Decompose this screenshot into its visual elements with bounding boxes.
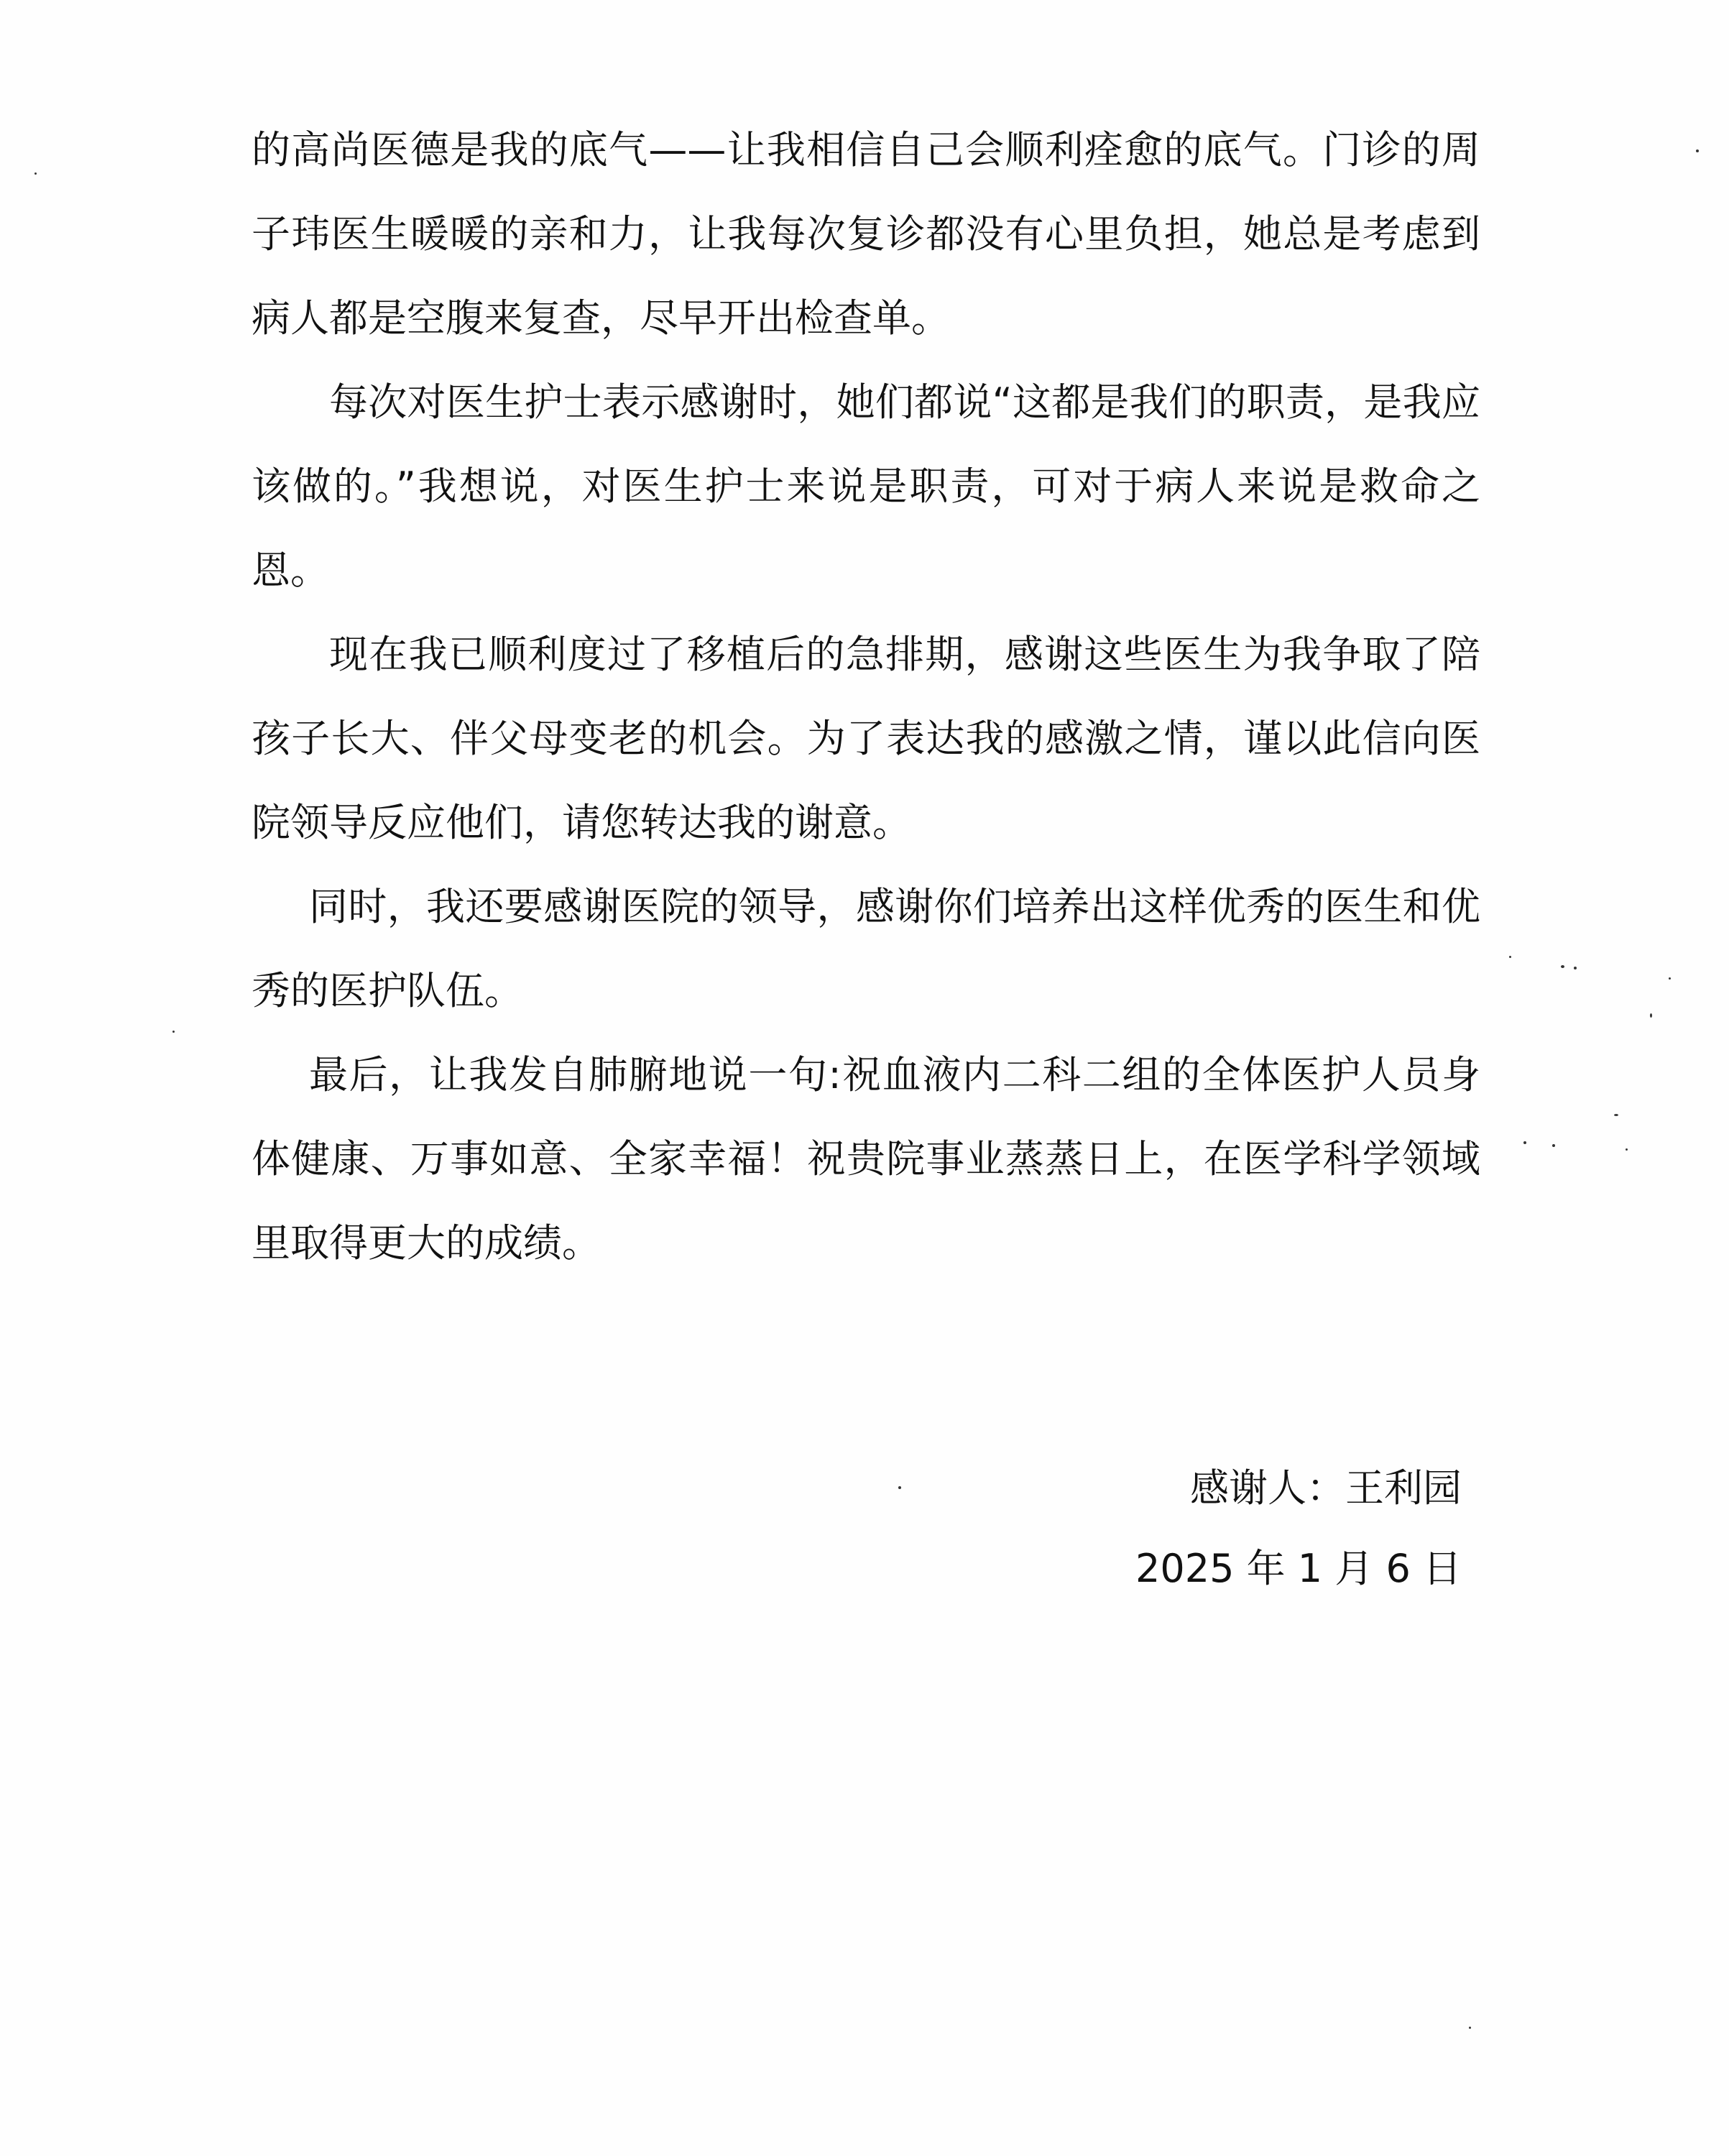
scan-speck <box>1669 977 1671 980</box>
scan-speck <box>1626 1148 1628 1151</box>
scan-speck <box>1574 967 1577 969</box>
scan-speck <box>1509 956 1511 958</box>
letter-date: 2025 年 1 月 6 日 <box>1135 1546 1462 1591</box>
scan-speck <box>898 1486 901 1489</box>
signature-block <box>1135 1448 1462 1609</box>
scan-speck <box>1552 1144 1555 1147</box>
paragraph-continuation: 的高尚医德是我的底气——让我相信自己会顺利痊愈的底气。门诊的周子玮医生暖暖的亲和力，让我每次复诊都没有心里负担，她总是考虑到病人都是空腹来复查，尽早开出检查单。 <box>252 127 1480 341</box>
paragraph-hospital-leaders: 同时，我还要感谢医院的领导，感谢你们培养出这样优秀的医生和优秀的医护队伍。 <box>252 884 1480 1013</box>
scan-speck <box>1523 1141 1526 1144</box>
paragraph-thanks-duty: 每次对医生护士表示感谢时，她们都说“这都是我们的职责，是我应该做的。”我想说，对医生护士来说是职责，可对于病人来说是救命之恩。 <box>252 379 1480 593</box>
scan-speck <box>1469 2027 1471 2029</box>
scan-speck <box>1696 149 1699 152</box>
scan-speck <box>172 1031 175 1033</box>
thanker-name: 感谢人：王利园 <box>1190 1465 1462 1511</box>
scan-speck <box>1650 1013 1652 1018</box>
letter-body <box>252 108 1480 1285</box>
scan-speck <box>34 172 37 175</box>
scan-speck <box>1614 1114 1618 1116</box>
paragraph-recovery: 现在我已顺利度过了移植后的急排期，感谢这些医生为我争取了陪孩子长大、伴父母变老的机会。为了表达我的感激之情，谨以此信向医院领导反应他们，请您转达我的谢意。 <box>252 632 1480 845</box>
paragraph-closing-wishes: 最后，让我发自肺腑地说一句:祝血液内二科二组的全体医护人员身体健康、万事如意、全家幸福！祝贵院事业蒸蒸日上，在医学科学领域里取得更大的成绩。 <box>252 1052 1480 1266</box>
scan-speck <box>1561 965 1564 968</box>
